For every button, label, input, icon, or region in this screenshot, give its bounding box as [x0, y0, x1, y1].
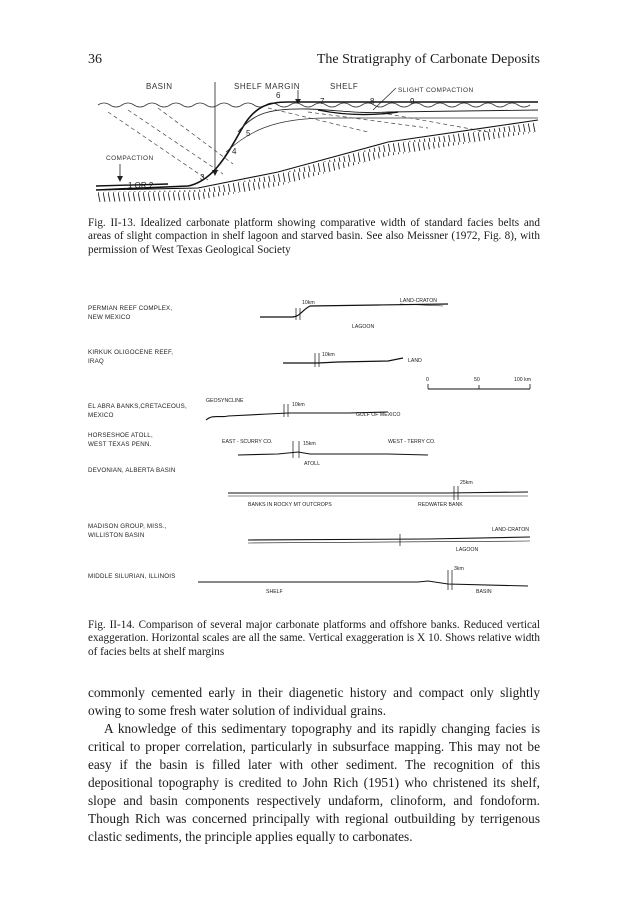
scale-bar-tick: 0	[426, 377, 429, 383]
figure-13-caption: Fig. II-13. Idealized carbonate platform showing comparative width of standard facies belts and areas of slight compaction in shelf lagoon and starved basin. See also Meissner (1972, Fig. 8), with permission of West Texas Geological Society	[88, 217, 540, 256]
platform-annotation: LAGOON	[352, 324, 375, 330]
platform-annotation: GULF OF MEXICO	[356, 412, 401, 418]
figure-14-caption: Fig. II-14. Comparison of several major carbonate platforms and offshore banks. Reduced vertical exaggeration. Horizontal scales are all the same. Vertical exaggeration is X 10. Shows relative width of facies belts at shelf margins	[88, 619, 540, 658]
platform-scale: 10km	[302, 300, 315, 306]
platform-name: EL ABRA BANKS,CRETACEOUS,	[88, 403, 187, 410]
facies-number: 5	[246, 129, 251, 138]
paragraph: A knowledge of this sedimentary topography and its rapidly changing facies is critical to proper correlation, particularly in subsurface mapping. This may not be easy if the basin is filled later with other sediment. The recognition of this depositional topography is credited to John Rich (1951) who christened its shelf, slope and basin components respectively undaform, clinoform, and fondoform. Though Rich was concerned principally with regional outbuilding by terrigenous clastic sediments, the principle applies equally to carbonates.	[88, 721, 540, 844]
platform-annotation: BANKS IN ROCKY MT OUTCROPS	[248, 502, 332, 508]
platform-annotation: ATOLL	[304, 461, 320, 467]
scale-bar-tick: 50	[474, 377, 480, 383]
platform-profile	[96, 102, 538, 190]
platform-scale: 10km	[322, 352, 335, 358]
facies-number: 8	[370, 97, 375, 106]
sea-surface	[98, 103, 530, 107]
platform-name: MIDDLE SILURIAN, ILLINOIS	[88, 573, 176, 580]
platform-annotation: EAST - SCURRY CO.	[222, 439, 273, 445]
page-number: 36	[88, 52, 102, 67]
figure-14-diagram	[88, 290, 540, 610]
platform-name: HORSESHOE ATOLL,	[88, 432, 153, 439]
platform-name: IRAQ	[88, 358, 104, 365]
label-slight-compaction: SLIGHT COMPACTION	[398, 87, 474, 94]
platform-annotation: WEST - TERRY CO.	[388, 439, 436, 445]
platform-annotation: SHELF	[266, 589, 283, 595]
label-shelf: SHELF	[330, 82, 359, 91]
platform-annotation: LAND-CRATON	[492, 527, 529, 533]
label-basin: BASIN	[146, 82, 173, 91]
platform-name: NEW MEXICO	[88, 314, 131, 321]
platform-annotation: GEOSYNCLINE	[206, 398, 244, 404]
facies-number: 9	[410, 97, 415, 106]
facies-number: 7	[320, 97, 325, 106]
label-one-or-two: 1 OR 2	[128, 181, 154, 190]
platform-name: PERMIAN REEF COMPLEX,	[88, 305, 173, 312]
platform-name: MEXICO	[88, 412, 114, 419]
figure-13-diagram	[88, 72, 540, 212]
platform-scale: 10km	[292, 402, 305, 408]
platform-annotation: LAGOON	[456, 547, 479, 553]
running-title: The Stratigraphy of Carbonate Deposits	[316, 52, 540, 67]
platform-name: DEVONIAN, ALBERTA BASIN	[88, 467, 176, 474]
platform-name: WEST TEXAS PENN.	[88, 441, 152, 448]
label-compaction: COMPACTION	[106, 155, 154, 162]
facies-number: 3	[200, 173, 205, 182]
platform-annotation: LAND	[408, 358, 422, 364]
platform-annotation: BASIN	[476, 589, 492, 595]
platform-scale: 15km	[303, 441, 316, 447]
scale-bar-tick: 100 km	[514, 377, 532, 383]
basement-hatching	[96, 122, 538, 202]
facies-number: 4	[232, 147, 237, 156]
platform-annotation: LAND-CRATON	[400, 298, 437, 304]
platform-name: KIRKUK OLIGOCENE REEF,	[88, 349, 174, 356]
platform-name: WILLISTON BASIN	[88, 532, 145, 539]
paragraph: commonly cemented early in their diagenetic history and compact only slightly owing to some fresh water solution of individual grains.	[88, 685, 540, 718]
label-shelf-margin: SHELF MARGIN	[234, 82, 301, 91]
platform-annotation: REDWATER BANK	[418, 502, 463, 508]
body-text	[88, 684, 540, 846]
platform-name: MADISON GROUP, MISS.,	[88, 523, 167, 530]
platform-scale: 25km	[460, 480, 473, 486]
facies-number: 6	[276, 91, 281, 100]
platform-scale: 3km	[454, 566, 464, 572]
